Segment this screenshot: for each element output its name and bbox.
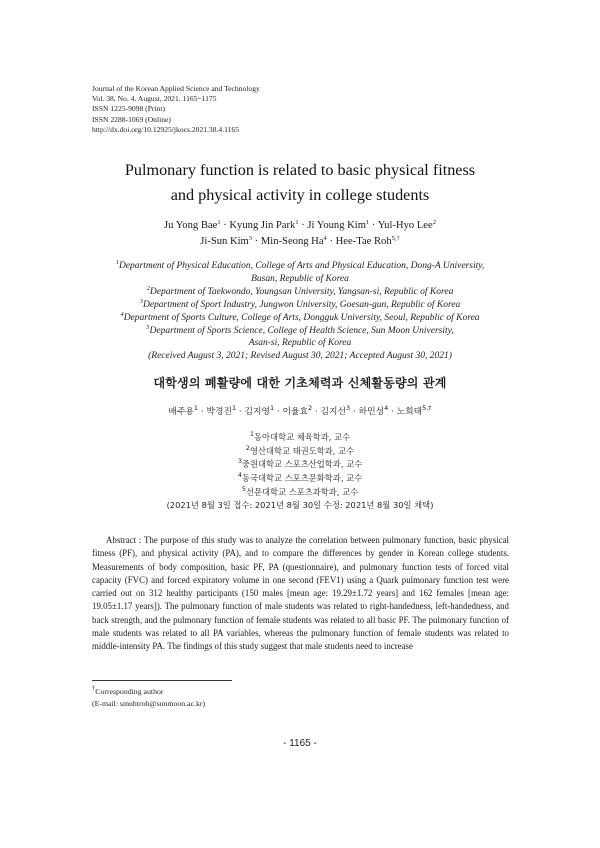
abstract-label: Abstract : (106, 535, 144, 545)
abstract (92, 534, 509, 654)
author-name: 노희태 (396, 407, 423, 417)
author-separator: · (298, 220, 308, 231)
journal-volume: Vol. 38, No. 4. August, 2021. 1165~1175 (92, 94, 217, 104)
affiliation-line (60, 299, 540, 312)
affil-sup: 4 (120, 310, 124, 318)
corresponding-author-label: Corresponding author (95, 687, 164, 696)
affiliation-line (60, 286, 540, 299)
author-separator: · (220, 220, 230, 231)
author-line-1 (0, 218, 600, 234)
author-affil-sup: 1 (366, 219, 370, 226)
affiliation-line (0, 486, 600, 500)
korean-author-list (0, 404, 600, 417)
footnote (92, 686, 205, 710)
author-separator: · (388, 407, 397, 417)
author-name: Ju Yong Bae (164, 220, 218, 231)
affil-text: Department of Sports Science, College of Health Science, Sun Moon University, (149, 325, 454, 336)
affil-sup: 1 (249, 430, 255, 438)
author-affil-sup: 3 (346, 404, 351, 412)
author-name: Yul-Hyo Lee (377, 220, 433, 231)
affil-text: Busan, Republic of Korea (251, 273, 349, 284)
affiliation-line (60, 337, 540, 350)
author-affil-sup: 2 (308, 404, 313, 412)
author-name: 김지선 (320, 407, 347, 417)
author-affil-sup: 1 (269, 404, 275, 412)
affiliation-line (0, 445, 600, 459)
affil-text: Department of Sport Industry, Jungwon University, Goesan-gun, Republic of Korea (142, 299, 461, 310)
author-affil-sup: 1 (217, 219, 221, 226)
page-number: - 1165 - (283, 738, 317, 749)
affil-text: 선문대학교 스포츠과학과, 교수 (246, 486, 359, 497)
doi-link[interactable]: http://dx.doi.org/10.12925/jkocs.2021.38.4.1165 (92, 124, 240, 134)
author-name: 이율효 (282, 407, 309, 417)
korean-received-dates: (2021년 8월 3일 접수: 2021년 8월 30일 수정: 2021년 8월 30일 채택) (166, 500, 434, 510)
footnote-line-1 (92, 686, 205, 698)
affil-sup: 4 (237, 471, 242, 480)
footnote-divider (92, 680, 232, 681)
affil-sup: 5 (241, 484, 247, 493)
author-separator: · (252, 236, 261, 247)
author-line-2 (0, 234, 600, 250)
author-separator: · (369, 220, 378, 231)
affil-sup: 3 (237, 457, 242, 466)
author-affil-sup: 1 (193, 404, 199, 412)
affil-sup: 2 (245, 443, 251, 452)
affil-sup: 3 (139, 297, 143, 305)
affil-sup: 5 (146, 323, 150, 331)
affil-text: 동아대학교 체육학과, 교수 (254, 432, 351, 442)
author-affil-sup: 2 (432, 219, 436, 226)
affil-sup: 2 (146, 284, 150, 292)
author-separator: · (274, 407, 283, 417)
affiliation-line (60, 312, 540, 325)
affil-text: Asan-si, Republic of Korea (248, 338, 352, 349)
author-affil-sup: 5,† (391, 235, 400, 242)
footnote-email: (E-mail: smuhtroh@sunmoon.ac.kr) (92, 699, 206, 708)
affiliation-line (0, 458, 600, 472)
author-name: 배주용 (168, 407, 194, 417)
author-name: Min-Seong Ha (260, 236, 324, 247)
author-name: Kyung Jin Park (229, 220, 296, 231)
dagger-mark: † (92, 685, 96, 692)
journal-info (92, 84, 260, 135)
affil-text: Department of Sports Culture, College of Arts, Dongguk University, Seoul, Republic of Korea (123, 312, 480, 323)
affil-text: 영산대학교 태권도학과, 교수 (250, 445, 355, 456)
abstract-paragraph (92, 534, 509, 654)
affiliation-list (60, 260, 540, 363)
author-separator: · (198, 407, 207, 417)
author-list (0, 218, 600, 250)
affiliation-line (60, 273, 540, 286)
korean-title: 대학생의 폐활량에 대한 기초체력과 신체활동량의 관계 (153, 376, 447, 390)
author-separator: · (236, 407, 245, 417)
affil-text: Department of Physical Education, College of Arts and Physical Education, Dong-A University, (118, 261, 485, 271)
affil-sup: 1 (115, 259, 119, 266)
author-name: 하민성 (358, 407, 385, 417)
author-affil-sup: 4 (323, 235, 327, 242)
author-affil-sup: 1 (295, 219, 299, 226)
author-name: Ji Young Kim (307, 220, 366, 231)
affiliation-line (60, 260, 540, 273)
affil-text: Department of Taekwondo, Youngsan University, Yangsan-si, Republic of Korea (149, 286, 454, 297)
author-separator: · (350, 407, 359, 417)
author-name: 김지영 (244, 407, 270, 417)
title-line-1: Pulmonary function is related to basic physical fitness (124, 161, 476, 179)
author-name: Ji-Sun Kim (200, 236, 249, 247)
author-affil-sup: 5,† (422, 404, 432, 412)
affiliation-line (0, 472, 600, 486)
author-name: Hee-Tae Roh (335, 236, 392, 247)
received-dates: (Received August 3, 2021; Revised August 30, 2021; Accepted August 30, 2021) (148, 351, 452, 362)
journal-name: Journal of the Korean Applied Science and Technology (92, 84, 260, 93)
author-affil-sup: 3 (248, 235, 253, 242)
affiliation-line (60, 325, 540, 338)
author-name: 박경진 (206, 407, 232, 417)
abstract-text: The purpose of this study was to analyze the correlation between pulmonary function, basic physical fitness (PF), and physical activity (PA), and to compare the differences by gender in Korean college students. Measurements of body composition, basic PF, PA (questionnaire), and pulmonary function tests of forced vital capacity (FVC) and forced expiratory volume in one second (FEV1) using a Quark pulmonary function test were carried out on 312 healthy participants (150 males [mean age: 19.29±1.72 years] and 162 females [mean age: 19.05±1.17 years]). The pulmonary function of male students was related to right-handedness, left-handedness, and back strength, and the pulmonary function of female students was related to all basic PF. The pulmonary function of male students was related to all PA variables, whereas the pulmonary function of female students was related to middle-intensity PA. The findings of this study suggest that male students need to increase (92, 535, 509, 652)
affil-text: 중원대학교 스포츠산업학과, 교수 (242, 459, 363, 470)
paper-title (0, 158, 600, 208)
issn-print: ISSN 1225-9098 (Print) (92, 104, 165, 114)
author-separator: · (312, 407, 321, 417)
author-affil-sup: 1 (231, 404, 237, 412)
affil-text: 동국대학교 스포츠문화학과, 교수 (242, 473, 363, 484)
author-affil-sup: 4 (384, 404, 389, 412)
title-line-2: and physical activity in college students (170, 186, 430, 204)
korean-affiliation-list (0, 431, 600, 500)
affiliation-line (0, 431, 600, 445)
author-separator: · (326, 236, 336, 247)
issn-online: ISSN 2288-1069 (Online) (92, 114, 171, 124)
